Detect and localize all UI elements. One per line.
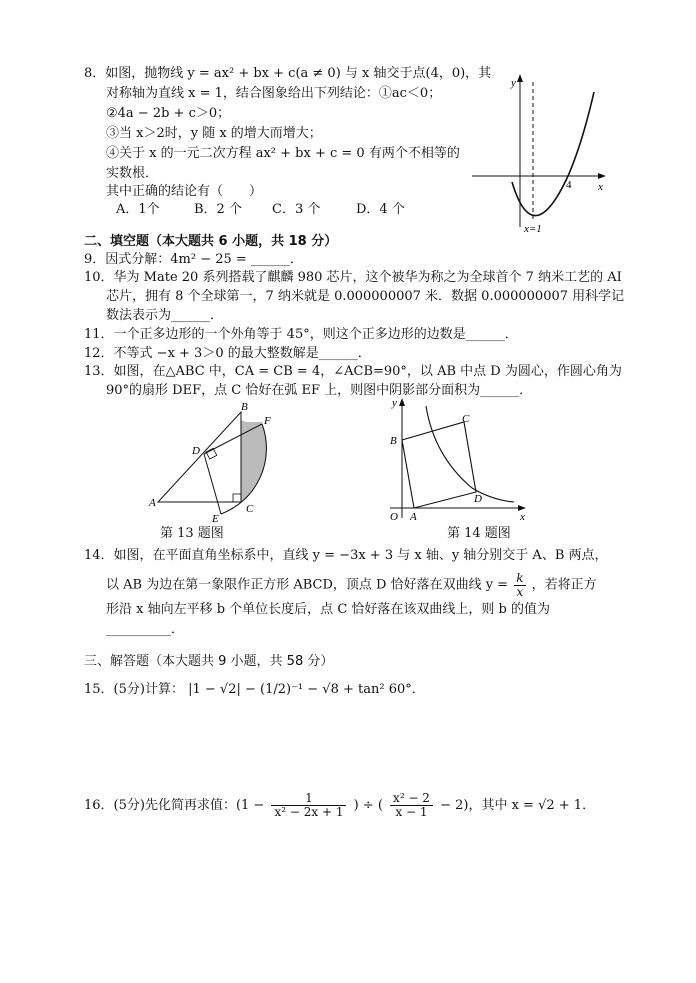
q11-text: 11．一个正多边形的一个外角等于 45°，则这个正多边形的边数是______． xyxy=(84,327,518,342)
q8-line7: 其中正确的结论有（ ） xyxy=(106,184,263,199)
q9-text: 9．因式分解：4m² − 25 = ______． xyxy=(84,252,303,267)
q8-option-d: D．4 个 xyxy=(356,202,405,217)
q15-expression: |1 − √2| − (1/2)⁻¹ − √8 + tan² 60°． xyxy=(188,682,425,697)
q8-option-a: A．1个 xyxy=(116,202,160,217)
fig13-label-d: D xyxy=(192,445,200,457)
q8-x-label: x xyxy=(598,181,603,193)
fig14-diagram xyxy=(382,396,532,524)
fig14-label-x: x xyxy=(520,511,525,523)
q15-prefix: 15．(5分)计算： xyxy=(84,682,184,697)
q13-line1: 13．如图，在△ABC 中，CA = CB = 4，∠ACB=90°，以 AB 中点 D 为圆心，作圆心角为 xyxy=(84,364,622,379)
section3-title: 三、解答题（本大题共 9 小题，共 58 分） xyxy=(84,654,334,669)
fig13-radius-de xyxy=(204,454,221,514)
fig14-label-c: C xyxy=(462,413,470,425)
section2-title: 二、填空题（本大题共 6 小题，共 18 分） xyxy=(84,234,338,249)
q14-line2-start: 以 AB 为边在第一象限作正方形 ABCD，顶点 D 恰好落在双曲线 y = xyxy=(106,577,509,593)
fig14-label-o: O xyxy=(390,511,398,523)
q8-y-label: y xyxy=(511,77,516,89)
q15-line xyxy=(84,680,425,700)
q14-line1: 14．如图，在平面直角坐标系中，直线 y = −3x + 3 与 x 轴、y 轴分别交于 A、B 两点， xyxy=(84,548,608,563)
q14-line2-end: ，若将正方 xyxy=(531,577,597,593)
fig14-label-y: y xyxy=(392,397,397,409)
q16-suffix: − 2)，其中 x = √2 + 1． xyxy=(440,798,596,814)
q16-fraction-2-den: x − 1 xyxy=(395,805,428,820)
q16-fraction-2-num: x² − 2 xyxy=(390,792,433,806)
q8-axis-label: x=1 xyxy=(524,223,542,235)
q16-mid: ) ÷ ( xyxy=(353,798,383,814)
q8-root-label: 4 xyxy=(566,179,572,191)
q8-option-c: C．3 个 xyxy=(272,202,321,217)
q8-line5: ④关于 x 的一元二次方程 ax² + bx + c = 0 有两个不相等的 xyxy=(106,146,460,161)
q16-fraction-1 xyxy=(271,792,346,819)
q16-prefix: 16．(5分)先化简再求值：(1 − xyxy=(84,798,265,814)
q14-line2 xyxy=(106,572,597,598)
q16-line xyxy=(84,792,595,819)
fig13-label-f: F xyxy=(264,415,271,427)
fig13-caption: 第 13 题图 xyxy=(160,526,224,541)
q8-parabola-graph xyxy=(470,72,610,237)
q14-line4: __________． xyxy=(106,622,185,637)
fig13-label-a: A xyxy=(149,497,156,509)
q10-line3: 数法表示为______． xyxy=(106,308,224,323)
fig13-right-angle-c xyxy=(233,494,241,502)
fig13-triangle-abc xyxy=(158,412,241,502)
q13-line2: 90°的扇形 DEF，点 C 恰好在弧 EF 上，则图中阴影部分面积为______． xyxy=(106,383,533,398)
q8-line3: ②4a − 2b + c＞0； xyxy=(106,106,231,121)
q8-line4: ③当 x＞2时，y 随 x 的增大而增大； xyxy=(106,126,322,141)
fig14-caption: 第 14 题图 xyxy=(447,526,511,541)
fig14-label-a: A xyxy=(410,511,417,523)
q14-fraction-num: k xyxy=(516,571,524,585)
q14-line3: 形沿 x 轴向左平移 b 个单位长度后，点 C 恰好落在该双曲线上，则 b 的值为 xyxy=(106,602,550,617)
q14-fraction xyxy=(514,572,525,598)
fig14-label-b: B xyxy=(390,435,397,447)
q16-fraction-1-num: 1 xyxy=(271,792,346,806)
fig13-label-c: C xyxy=(246,503,254,515)
q8-option-b: B．2 个 xyxy=(194,202,242,217)
q16-fraction-1-den: x² − 2x + 1 xyxy=(274,805,344,820)
q8-line2: 对称轴为直线 x = 1，结合图象给出下列结论：①ac＜0； xyxy=(106,86,442,101)
fig13-label-e: E xyxy=(212,513,219,525)
q8-parabola-curve xyxy=(512,92,594,216)
q12-text: 12．不等式 −x + 3＞0 的最大整数解是______． xyxy=(84,346,371,361)
q16-fraction-2 xyxy=(390,792,433,819)
q8-line1: 8．如图，抛物线 y = ax² + bx + c(a ≠ 0) 与 x 轴交于点(4，0)，其 xyxy=(84,66,492,81)
q10-line2: 芯片，拥有 8 个全球第一，7 纳米就是 0.000000007 米．数据 0.000000007 用科学记 xyxy=(106,289,625,304)
fig14-label-d: D xyxy=(474,493,482,505)
fig14-square-abcd xyxy=(402,422,476,508)
q8-line6: 实数根． xyxy=(106,166,159,181)
fig13-diagram xyxy=(146,401,276,525)
q14-fraction-den: x xyxy=(516,584,524,599)
q10-line1: 10．华为 Mate 20 系列搭载了麒麟 980 芯片，这个被华为称之为全球首个 7 纳米工艺的 AI xyxy=(84,270,622,285)
fig13-label-b: B xyxy=(241,401,248,413)
